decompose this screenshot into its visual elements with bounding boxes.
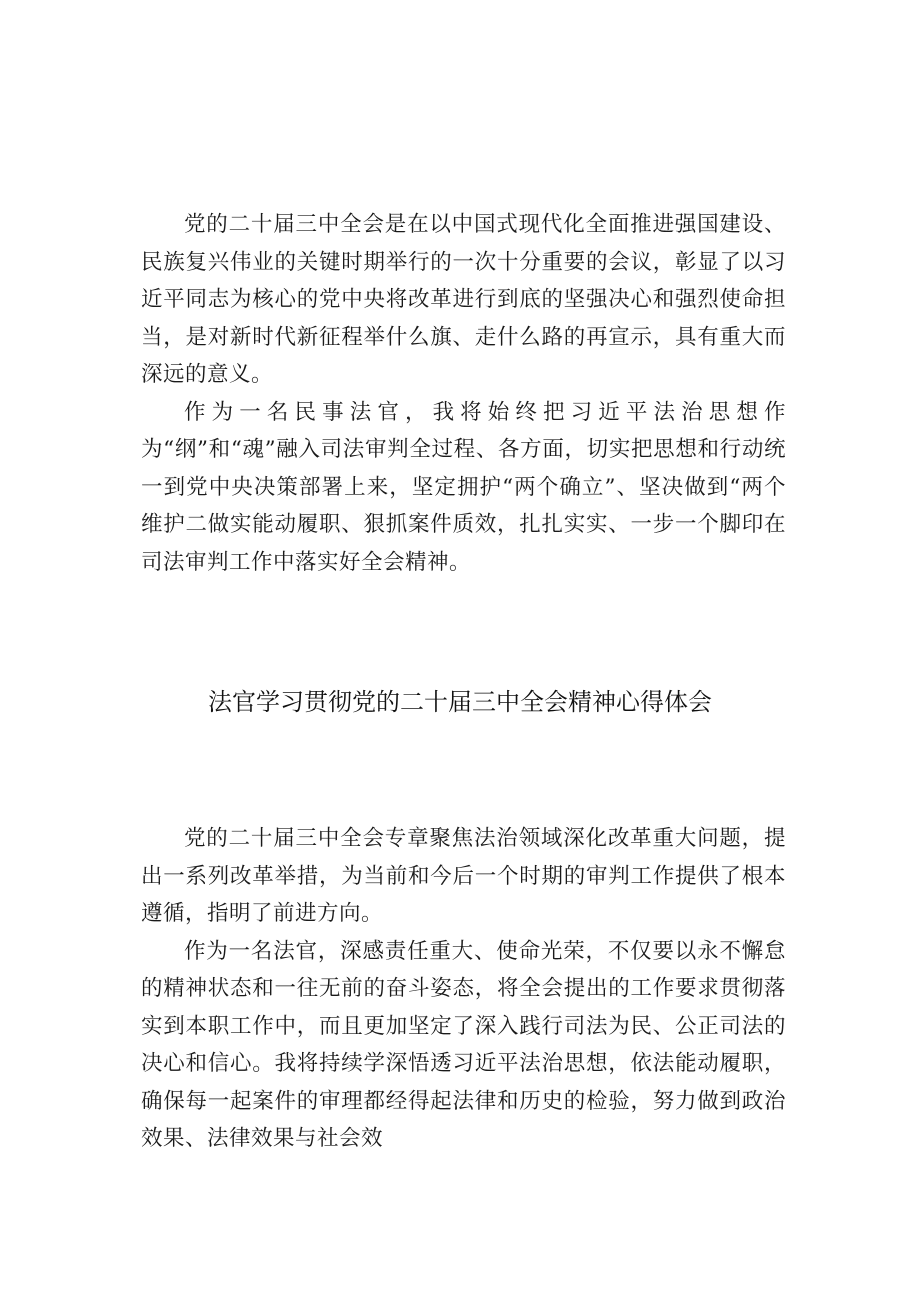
paragraph: 党的二十届三中全会专章聚焦法治领域深化改革重大问题，提出一系列改革举措，为当前和今后一个时期的审判工作提供了根本遵循，指明了前进方向。	[141, 826, 786, 926]
section-body	[141, 820, 786, 1158]
article-continued	[141, 206, 786, 581]
paragraph: 作为一名法官，深感责任重大、使命光荣，不仅要以永不懈怠的精神状态和一往无前的奋斗姿态，将全会提出的工作要求贯彻落实到本职工作中，而且更加坚定了深入践行司法为民、公正司法的决心和信心。我将持续学深悟透习近平法治思想，依法能动履职，确保每一起案件的审理都经得起法律和历史的检验，努力做到政治效果、法律效果与社会效	[141, 938, 786, 1151]
section-title: 法官学习贯彻党的二十届三中全会精神心得体会	[208, 688, 712, 716]
paragraph: 作为一名民事法官，我将始终把习近平法治思想作为“纲”和“魂”融入司法审判全过程、各方面，切实把思想和行动统一到党中央决策部署上来，坚定拥护“两个确立”、坚决做到“两个维护二做实能动履职、狠抓案件质效，扎扎实实、一步一个脚印在司法审判工作中落实好全会精神。	[141, 399, 786, 575]
paragraph: 党的二十届三中全会是在以中国式现代化全面推进强国建设、民族复兴伟业的关键时期举行的一次十分重要的会议，彰显了以习近平同志为核心的党中央将改革进行到底的坚强决心和强烈使命担当，是对新时代新征程举什么旗、走什么路的再宣示，具有重大而深远的意义。	[141, 212, 786, 387]
